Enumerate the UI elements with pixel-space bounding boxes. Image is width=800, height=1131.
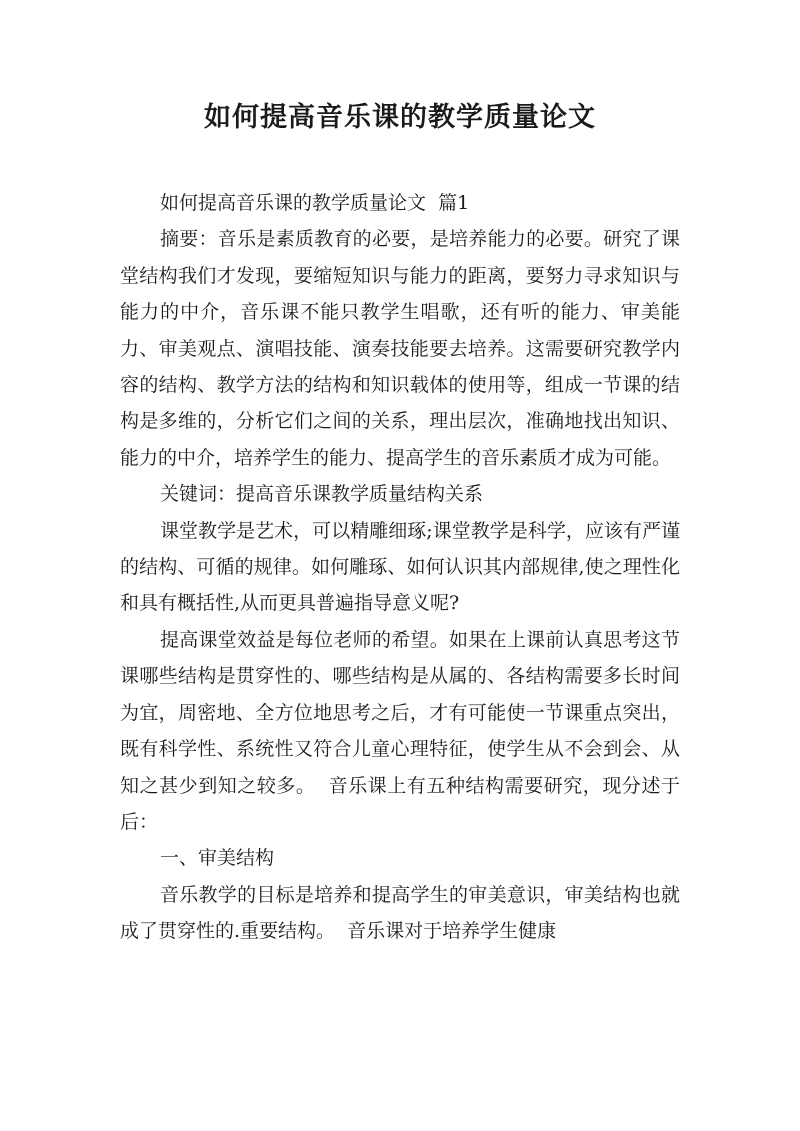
body-paragraph: 音乐教学的目标是培养和提高学生的审美意识，审美结构也就成了贯穿性的.重要结构。 音乐课对于培养学生健康 (120, 883, 680, 943)
document-body (120, 185, 680, 950)
document-title: 如何提高音乐课的教学质量论文 (204, 102, 596, 133)
subsection-heading: 一、审美结构 (160, 847, 275, 870)
abstract-paragraph: 摘要：音乐是素质教育的必要，是培养能力的必要。研究了课堂结构我们才发现，要缩短知识与能力的距离，要努力寻求知识与能力的中介，音乐课不能只教学生唱歌，还有听的能力、审美能力、审美观点、演唱技能、演奏技能要去培养。这需要研究教学内容的结构、教学方法的结构和知识载体的使用等，组成一节课的结构是多维的，分析它们之间的关系，理出层次，准确地找出知识、能力的中介，培养学生的能力、提高学生的音乐素质才成为可能。 (120, 228, 680, 469)
keywords-paragraph: 关键词：提高音乐课教学质量结构关系 (160, 483, 484, 506)
body-paragraph: 提高课堂效益是每位老师的希望。如果在上课前认真思考这节课哪些结构是贯穿性的、哪些结构是从属的、各结构需要多长时间为宜，周密地、全方位地思考之后，才有可能使一节课重点突出，既有科学性、系统性又符合儿童心理特征，使学生从不会到会、从知之甚少到知之较多。 音乐课上有五种结构需要研究，现分述于后： (120, 628, 680, 833)
section-heading: 如何提高音乐课的教学质量论文 篇1 (160, 192, 470, 214)
body-paragraph: 课堂教学是艺术，可以精雕细琢;课堂教学是科学，应该有严谨的结构、可循的规律。如何雕琢、如何认识其内部规律,使之理性化和具有概括性,从而更具普遍指导意义呢? (120, 519, 680, 615)
